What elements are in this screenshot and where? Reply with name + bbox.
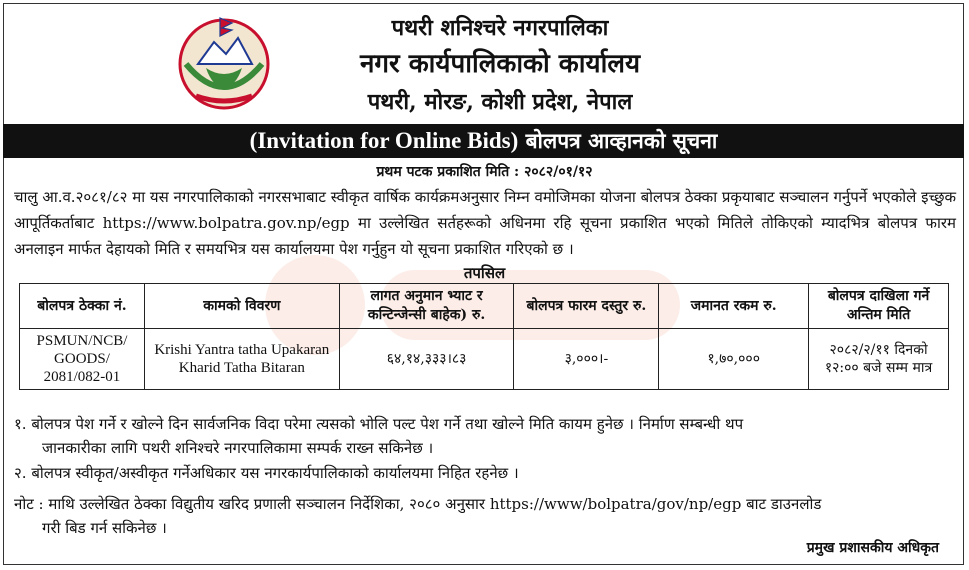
notice-title-banner xyxy=(3,124,964,158)
cell-deadline: २०८२/२/११ दिनको १२:०० बजे सम्म मात्र xyxy=(809,329,949,390)
banner-nepali-title: बोलपत्र आव्हानको सूचना xyxy=(525,128,718,153)
municipality-name: पथरी शनिश्चरे नगरपालिका xyxy=(391,15,609,41)
note-3-line-1: नोट : माथि उल्लेखित ठेक्का विद्युतीय खरिद प्रणाली सञ्चालन निर्देशिका, २०८० अनुसार https://www/bolpatra/gov/np/egp बाट डाउनलोड xyxy=(14,495,822,513)
banner-english-title: (Invitation for Online Bids) xyxy=(249,128,519,153)
cell-cost-estimate: ६४,१४,३३३।८३ xyxy=(339,329,514,390)
cell-form-fee: ३,०००।- xyxy=(514,329,659,390)
header-deadline: बोलपत्र दाखिला गर्ने अन्तिम मिति xyxy=(809,284,949,329)
table-title: तपसिल xyxy=(463,264,506,282)
cell-contract-no: PSMUN/NCB/ GOODS/ 2081/082-01 xyxy=(20,329,145,390)
signature-title: प्रमुख प्रशासकीय अधिकृत xyxy=(806,540,939,556)
bid-details-table xyxy=(19,283,949,390)
published-date: प्रथम पटक प्रकाशित मिति : २०८२/०१/१२ xyxy=(376,164,593,180)
table-header-row xyxy=(20,284,949,329)
header-description: कामको विवरण xyxy=(144,284,339,329)
note-1-line-1: १. बोलपत्र पेश गर्ने र खोल्ने दिन सार्वजनिक विदा परेमा त्यसको भोलि पल्ट पेश गर्ने तथा खोल्ने मिति कायम हुनेछ । निर्माण सम्बन्धी थप xyxy=(14,415,744,433)
office-address: पथरी, मोरङ, कोशी प्रदेश, नेपाल xyxy=(367,89,633,115)
note-1-line-2: जानकारीका लागि पथरी शनिश्चरे नगरपालिकामा सम्पर्क राख्न सकिनेछ । xyxy=(42,439,434,457)
cell-description: Krishi Yantra tatha Upakaran Kharid Tatha Bitaran xyxy=(144,329,339,390)
header-cost-estimate: लागत अनुमान भ्याट र कन्टिन्जेन्सी बाहेक) रु. xyxy=(339,284,514,329)
note-3-line-2: गरी बिड गर्न सकिनेछ । xyxy=(42,519,167,537)
note-2: २. बोलपत्र स्वीकृत/अस्वीकृत गर्नेअधिकार यस नगरकार्यपालिकाको कार्यालयमा निहित रहनेछ । xyxy=(14,464,519,482)
header-contract-no: बोलपत्र ठेक्का नं. xyxy=(20,284,145,329)
intro-paragraph: चालु आ.व.२०८१/८२ मा यस नगरपालिकाको नगरसभाबाट स्वीकृत वार्षिक कार्यक्रमअनुसार निम्न वमोजिमका योजना बोलपत्र ठेक्का प्रकृयाबाट सञ्चालन गर्नुपर्ने भएकोले इच्छुक आपूर्तिकर्ताबाट https://www.bolpatra.gov.np/egp मा उल्लेखित सर्तहरूको अधिनमा रहि सूचना प्रकाशित भएको मितिले तोकिएको म्यादभित्र बोलपत्र फारम अनलाइन मार्फत देहायको मिति र समयभित्र यस कार्यालयमा पेश गर्नुहुन यो सूचना प्रकाशित गरिएको छ । xyxy=(14,188,956,258)
table-row xyxy=(20,329,949,390)
header-form-fee: बोलपत्र फारम दस्तुर रु. xyxy=(514,284,659,329)
office-name: नगर कार्यपालिकाको कार्यालय xyxy=(359,49,641,79)
nepal-government-emblem-icon xyxy=(176,14,272,110)
cell-security: १,७०,००० xyxy=(659,329,809,390)
header-security: जमानत रकम रु. xyxy=(659,284,809,329)
